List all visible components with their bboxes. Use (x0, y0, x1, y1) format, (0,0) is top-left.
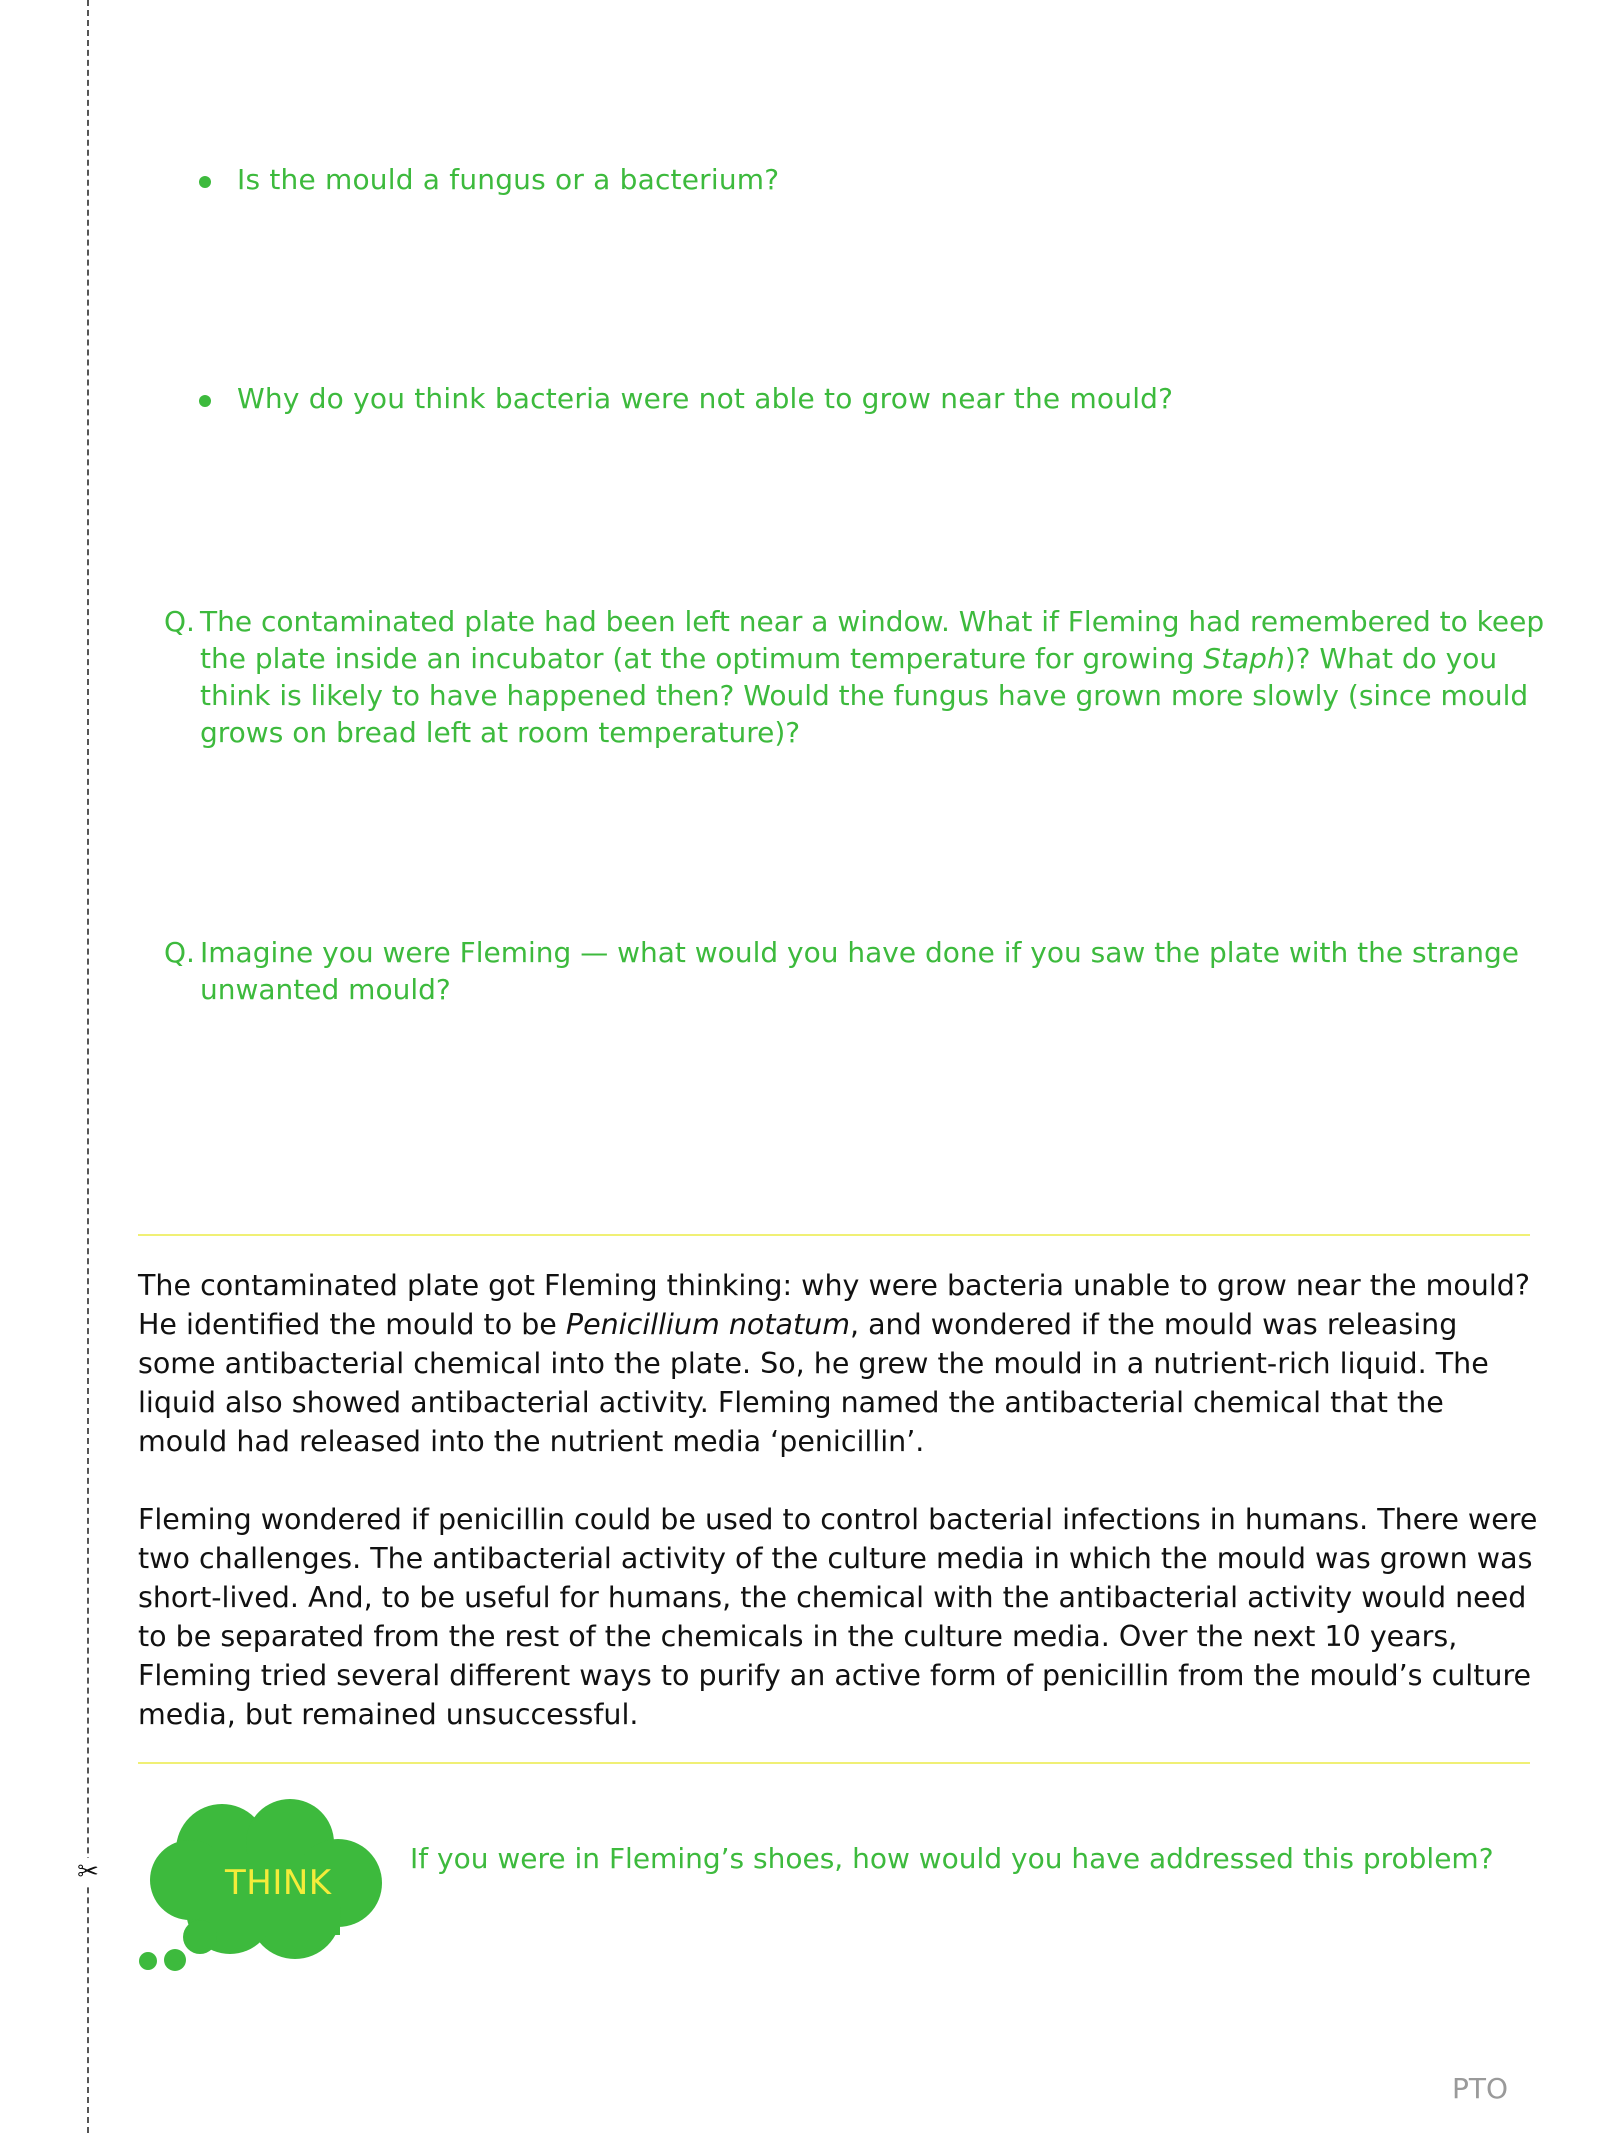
pto-label: PTO (1452, 2072, 1509, 2105)
question-block (164, 934, 1564, 1008)
body-paragraph: The contaminated plate got Fleming thinking: why were bacteria unable to grow near the mould? He identified the mould to be Penicillium notatum, and wondered if the mould was releasing some antibacterial chemical into the plate. So, he grew the mould in a nutrient-rich liquid. The liquid also showed antibacterial activity. Fleming named the antibacterial chemical that the mould had released into the nutrient media ‘penicillin’. (138, 1269, 1530, 1458)
scissors-icon: ✂ (74, 1858, 102, 1886)
bullet-text: Is the mould a fungus or a bacterium? (237, 163, 780, 196)
cut-line (87, 0, 89, 2133)
body-paragraph: Fleming wondered if penicillin could be used to control bacterial infections in humans. There were two challenges. The antibacterial activity of the culture media in which the mould was grown was short-lived. And, to be useful for humans, the chemical with the antibacterial activity would need to be separated from the rest of the chemicals in the culture media. Over the next 10 years, Fleming tried several different ways to purify an active form of penicillin from the mould’s culture media, but remained unsuccessful. (138, 1503, 1538, 1731)
question-label: Q. (164, 605, 195, 638)
think-question: If you were in Fleming’s shoes, how would you have addressed this problem? (410, 1842, 1494, 1875)
question-label: Q. (164, 936, 195, 969)
bullet-text: Why do you think bacteria were not able to grow near the mould? (237, 382, 1174, 415)
divider (138, 1234, 1530, 1236)
divider (138, 1762, 1530, 1764)
question-block (164, 603, 1564, 751)
question-text: Imagine you were Fleming — what would you have done if you saw the plate with the strange unwanted mould? (200, 936, 1519, 1006)
italic-term: Staph (1203, 642, 1285, 675)
question-text: The contaminated plate had been left near a window. What if Fleming had remembered to keep the plate inside an incubator (at the optimum temperature for growing Staph)? What do you think is likely to have happened then? Would the fungus have grown more slowly (since mould grows on bread left at room temperature)? (200, 605, 1545, 749)
italic-term: Penicillium notatum (565, 1308, 850, 1341)
bullet-dot-icon (199, 395, 211, 407)
bullet-dot-icon (199, 176, 211, 188)
think-label: THINK (225, 1863, 332, 1903)
